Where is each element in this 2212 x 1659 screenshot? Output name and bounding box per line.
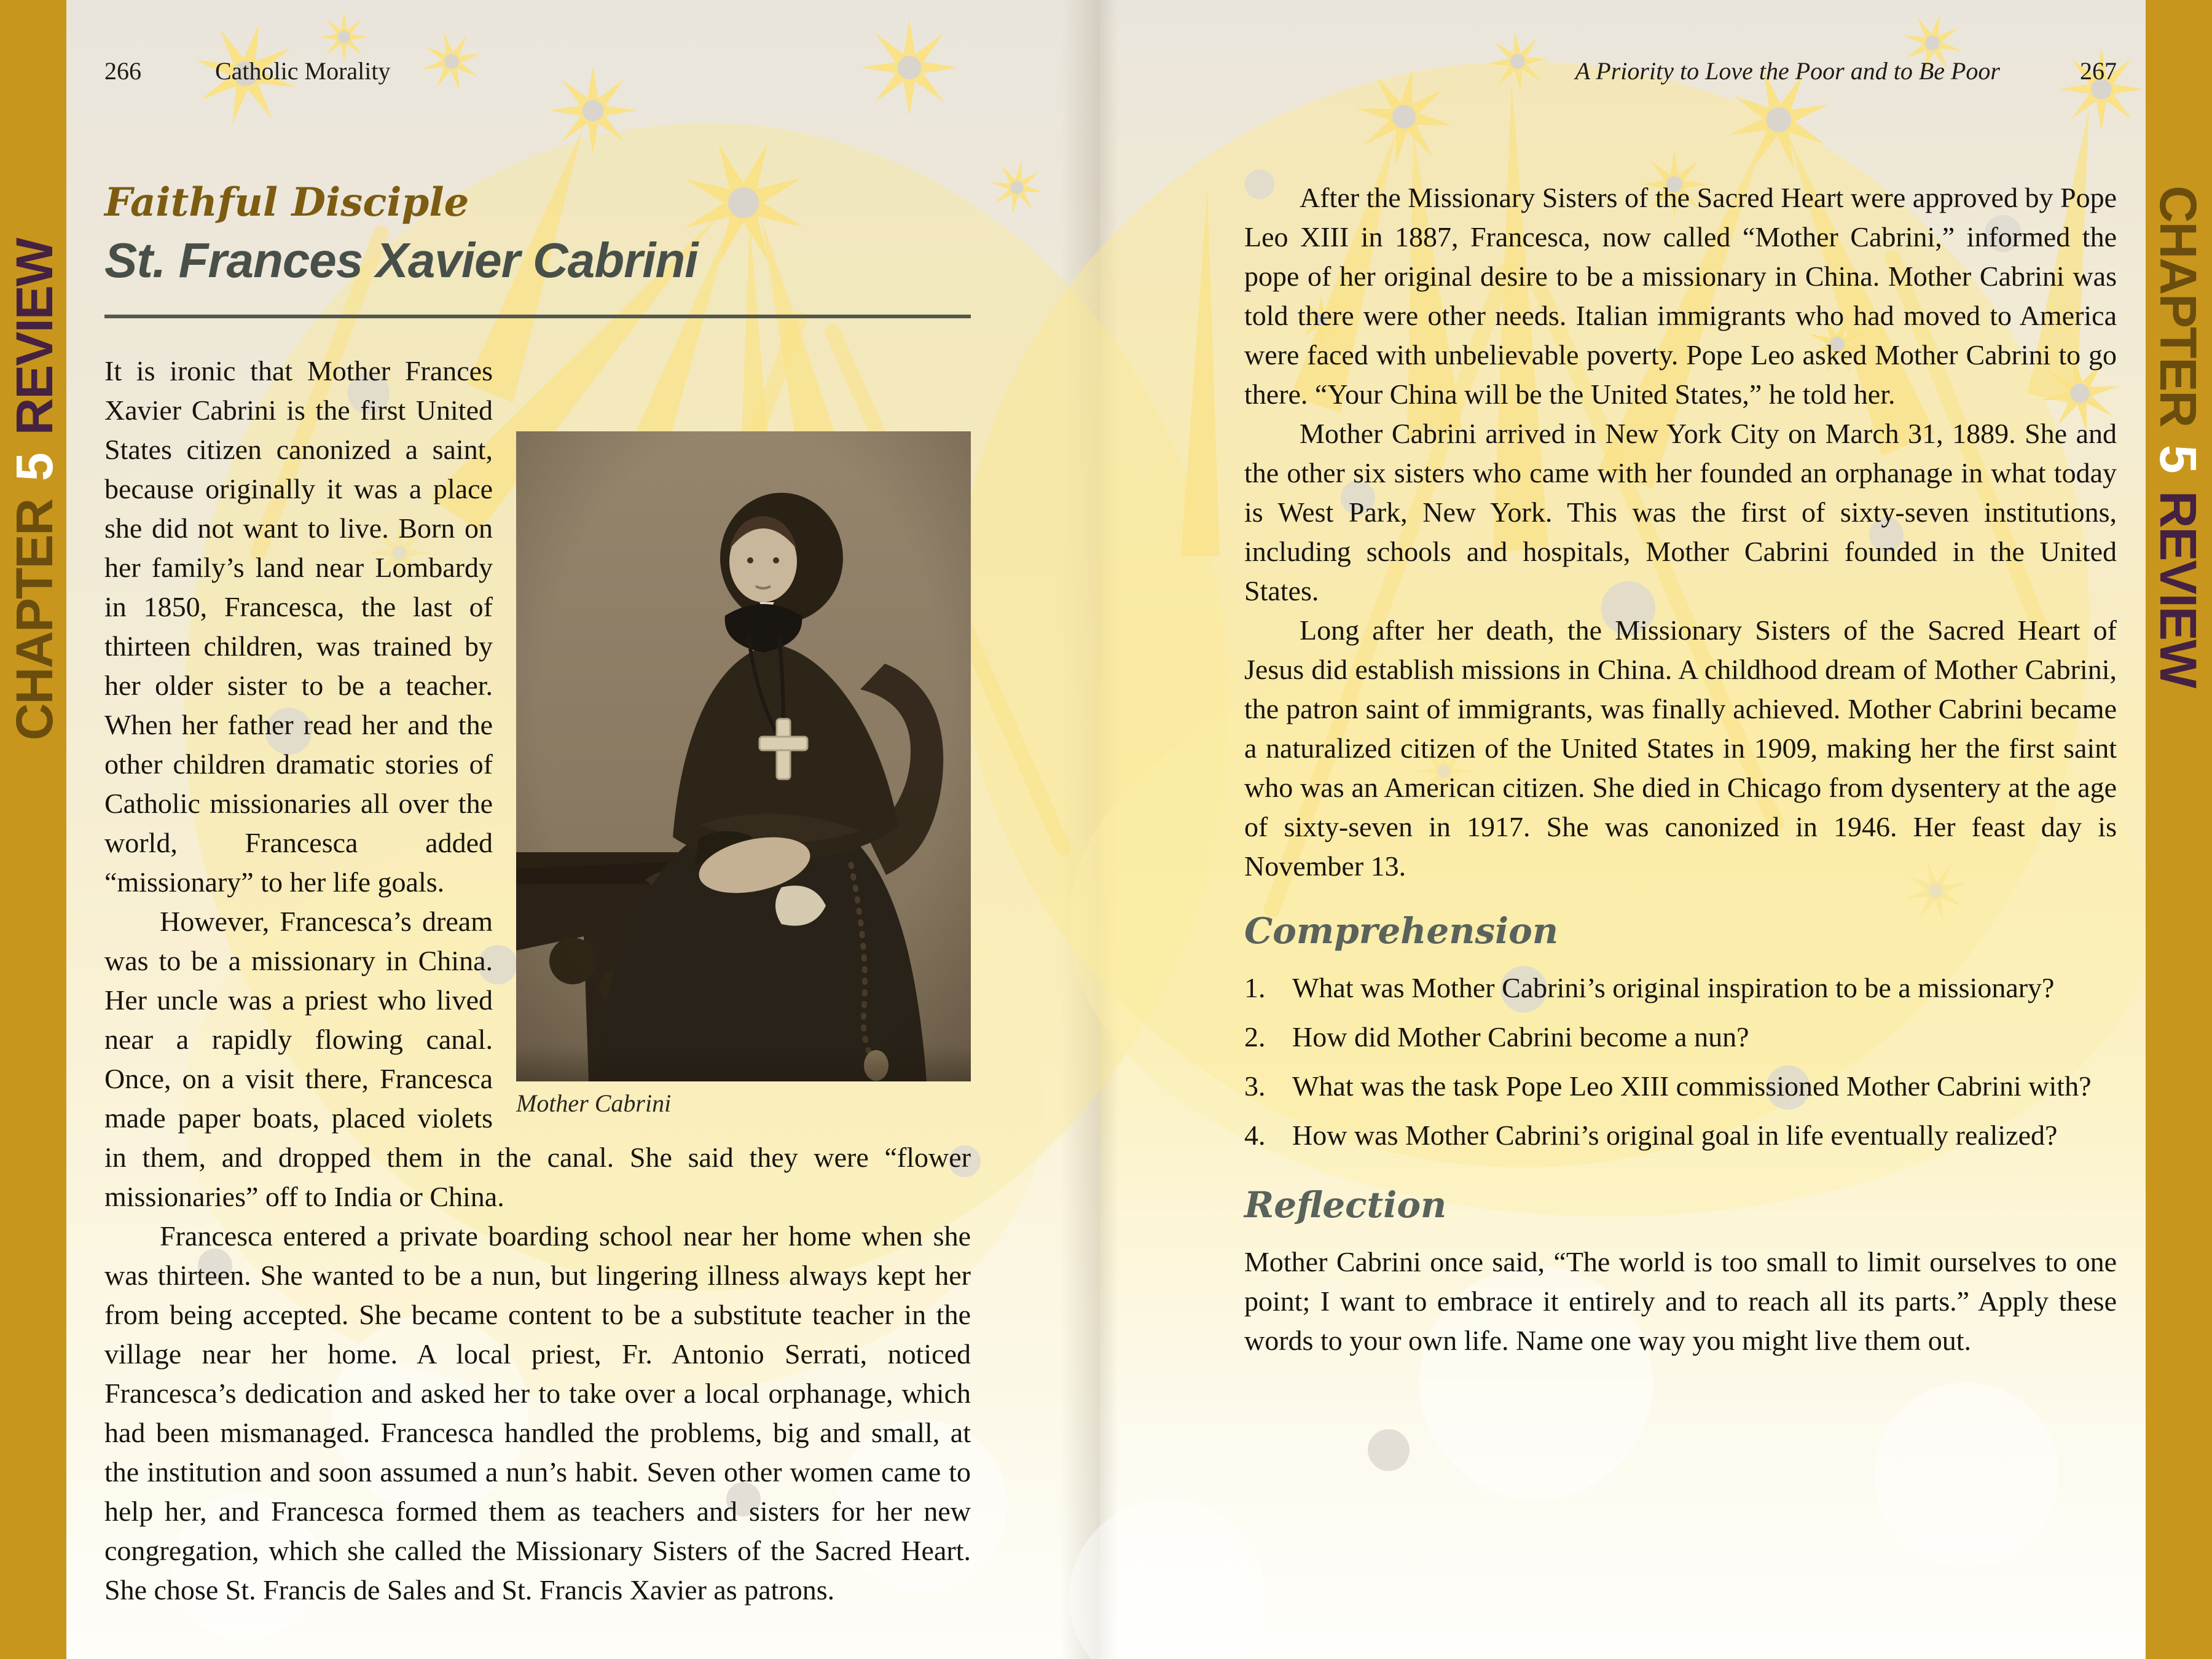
mother-cabrini-figure (516, 431, 971, 1118)
saint-title: St. Frances Xavier Cabrini (104, 233, 698, 288)
left-running-head (104, 57, 971, 86)
question-number: 1. (1244, 972, 1266, 1003)
question-number: 2. (1244, 1021, 1266, 1053)
question-text: How was Mother Cabrini’s original goal in life eventually realized? (1292, 1120, 2058, 1151)
question-2 (1244, 1018, 2117, 1057)
right-page (1100, 0, 2146, 1659)
mother-cabrini-photo (516, 431, 971, 1081)
right-paragraph-3: Long after her death, the Missionary Sisters of the Sacred Heart of Jesus did establish missions in China. A childhood dream of Mother Cabrini, the patron saint of immigrants, was finally achieved. Mother Cabrini became a naturalized citizen of the United States in 1909, making her the first saint who was an American citizen. She died in Chicago from dysentery at the age of sixty-seven in 1917. She was canonized in 1946. Her feast day is November 13. (1244, 614, 2117, 882)
right-paragraph-1: After the Missionary Sisters of the Sacred Heart were approved by Pope Leo XIII in 1887, Francesca, now called “Mother Cabrini,” informed the pope of her original desire to be a missionary in China. Mother Cabrini was told there were other needs. Italian immigrants who had moved to America were faced with unbelievable poverty. Pope Leo asked Mother Cabrini to go there. “Your China will be the United States,” he told her. (1244, 182, 2117, 410)
title-rule (104, 315, 971, 318)
left-paragraph-1: It is ironic that Mother Frances Xavier Cabrini is the first United States citizen canonized a saint, because originally it was a place she did not want to live. Born on her family’s land near Lombardy in 1850, Francesca, the last of thirteen children, was trained by her older sister to be a teacher. When her father read her and the other children dramatic stories of Catholic missionaries all over the world, Francesca added “missionary” to her life goals. (104, 355, 493, 898)
chapter-word: CHAPTER (2149, 186, 2208, 427)
left-page (66, 0, 1100, 1659)
left-paragraph-2: However, Francesca’s dream was to be a missionary in China. Her uncle was a priest who lived near a rapidly flowing canal. Once, on a visit there, Francesca made paper boats, placed violets in them, and dropped them in the canal. She said they were “flower missionaries” off to India or China. (104, 906, 971, 1212)
comprehension-question-list (1244, 968, 2117, 1155)
question-3 (1244, 1067, 2117, 1106)
question-number: 3. (1244, 1070, 1266, 1102)
left-running-head-title: Catholic Morality (215, 57, 391, 85)
feature-title-block (104, 178, 971, 318)
chapter-number: 5 (5, 453, 63, 481)
left-page-number: 266 (104, 57, 141, 85)
question-4 (1244, 1116, 2117, 1155)
question-text: What was the task Pope Leo XIII commissioned Mother Cabrini with? (1292, 1070, 2092, 1102)
question-text: What was Mother Cabrini’s original inspiration to be a missionary? (1292, 972, 2055, 1003)
right-page-number: 267 (2080, 57, 2117, 85)
right-running-head-title: A Priority to Love the Poor and to Be Poor (1575, 57, 2000, 85)
reflection-heading: Reflection (1244, 1184, 1447, 1226)
chapter-word: CHAPTER (5, 499, 63, 740)
reflection-text: Mother Cabrini once said, “The world is too small to limit ourselves to one point; I want to embrace it entirely and to reach all its parts.” Apply these words to your own life. Name one way you might live them out. (1244, 1246, 2117, 1356)
chapter-review-vertical-text-left (2, 166, 66, 740)
left-paragraph-3: Francesca entered a private boarding school near her home when she was thirteen. She wanted to be a nun, but lingering illness always kept her from being accepted. She became content to be a substitute teacher in the village near her home. A local priest, Fr. Antonio Serrati, noticed Francesca’s dedication and asked her to take over a local orphanage, which had been mismanaged. Francesca handled the problems, big and small, at the institution and soon assumed a nun’s habit. Seven other women came to help her, and Francesca formed them as teachers and sisters for her new congregation, which she called the Missionary Sisters of the Sacred Heart. She chose St. Francis de Sales and St. Francis Xavier as patrons. (104, 1220, 971, 1606)
right-body-text (1244, 178, 2117, 886)
review-word: REVIEW (2149, 490, 2208, 688)
left-body-text (104, 351, 971, 1610)
question-1 (1244, 968, 2117, 1008)
chapter-review-vertical-text-right (2146, 186, 2210, 760)
question-text: How did Mother Cabrini become a nun? (1292, 1021, 1749, 1053)
question-number: 4. (1244, 1120, 1266, 1151)
comprehension-heading: Comprehension (1244, 910, 1559, 952)
feature-label: Faithful Disciple (104, 179, 469, 226)
right-paragraph-2: Mother Cabrini arrived in New York City on March 31, 1889. She and the other six sisters who came with her founded an orphanage in what today is West Park, New York. This was the first of sixty-seven institutions, including schools and hospitals, Mother Cabrini founded in the United States. (1244, 418, 2117, 606)
right-running-head (1244, 57, 2117, 86)
photo-caption: Mother Cabrini (516, 1089, 672, 1117)
review-word: REVIEW (5, 238, 63, 436)
chapter-number: 5 (2149, 445, 2208, 473)
